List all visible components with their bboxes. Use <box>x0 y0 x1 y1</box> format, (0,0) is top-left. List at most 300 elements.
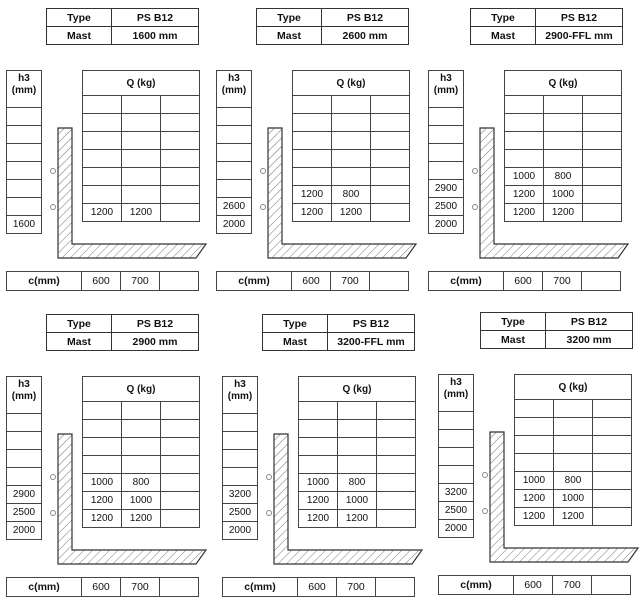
capacity-cell <box>293 96 332 114</box>
load-center-label: c(mm) <box>429 272 504 291</box>
table-row <box>515 472 632 490</box>
h3-cell <box>7 450 42 468</box>
table-row <box>293 150 410 168</box>
capacity-cell <box>338 420 377 438</box>
h3-cell <box>7 108 42 126</box>
h3-cell <box>223 450 258 468</box>
capacity-cell <box>122 114 161 132</box>
capacity-cell <box>83 438 122 456</box>
capacity-cell <box>544 114 583 132</box>
capacity-cell <box>338 402 377 420</box>
table-row <box>83 186 200 204</box>
capacity-cell: 800 <box>122 474 161 492</box>
capacity-cell: 1000 <box>554 490 593 508</box>
capacity-cell <box>122 438 161 456</box>
load-center-label: c(mm) <box>7 578 82 597</box>
load-table-panel <box>216 8 424 296</box>
capacity-cell <box>161 438 200 456</box>
capacity-cell <box>593 508 632 526</box>
h3-cell: 2900 <box>429 180 464 198</box>
capacity-cell <box>515 436 554 454</box>
capacity-cell <box>83 186 122 204</box>
h3-column <box>438 374 474 538</box>
h3-cell <box>7 414 42 432</box>
capacity-cell <box>377 510 416 528</box>
h3-header <box>429 71 464 108</box>
capacity-cell <box>293 132 332 150</box>
table-row <box>83 474 200 492</box>
mast-value: 2900-FFL mm <box>536 27 623 45</box>
mast-value: 1600 mm <box>112 27 199 45</box>
capacity-cell <box>293 150 332 168</box>
capacity-cell <box>583 96 622 114</box>
capacity-cell <box>583 150 622 168</box>
mast-value: 3200-FFL mm <box>328 333 415 351</box>
h3-cell: 2000 <box>439 520 474 538</box>
type-value: PS B12 <box>536 9 623 27</box>
capacity-cell <box>161 204 200 222</box>
capacity-cell <box>371 132 410 150</box>
capacity-cell <box>293 114 332 132</box>
type-label: Type <box>47 315 112 333</box>
capacity-cell: 1200 <box>299 492 338 510</box>
capacity-cell: 1200 <box>299 510 338 528</box>
capacity-cell: 1000 <box>122 492 161 510</box>
capacity-cell <box>593 490 632 508</box>
table-row <box>83 438 200 456</box>
h3-unit: (mm) <box>221 85 247 96</box>
h3-unit: (mm) <box>443 389 469 400</box>
h3-cell <box>217 180 252 198</box>
h3-cell <box>7 432 42 450</box>
table-row <box>505 132 622 150</box>
h3-cell <box>429 126 464 144</box>
table-row <box>293 132 410 150</box>
load-table-panel <box>222 314 430 602</box>
capacity-cell <box>554 454 593 472</box>
type-label: Type <box>263 315 328 333</box>
capacity-cell <box>299 438 338 456</box>
type-label: Type <box>481 313 546 331</box>
type-label: Type <box>471 9 536 27</box>
h3-cell <box>217 126 252 144</box>
capacity-cell <box>554 418 593 436</box>
h3-cell <box>429 144 464 162</box>
h3-unit: (mm) <box>433 85 459 96</box>
capacity-cell <box>371 96 410 114</box>
h3-cell <box>217 162 252 180</box>
capacity-cell <box>377 402 416 420</box>
load-table-panel <box>438 312 640 600</box>
load-center-label: c(mm) <box>217 272 292 291</box>
capacity-cell: 1200 <box>515 490 554 508</box>
load-center-cell <box>376 578 415 597</box>
h3-cell <box>429 162 464 180</box>
fork-pin-dot <box>482 472 488 478</box>
table-row <box>505 168 622 186</box>
h3-cell <box>217 144 252 162</box>
capacity-cell <box>299 456 338 474</box>
type-label: Type <box>257 9 322 27</box>
capacity-cell: 800 <box>332 186 371 204</box>
capacity-cell <box>161 420 200 438</box>
capacity-header: Q (kg) <box>505 71 622 96</box>
fork-pin-dot <box>50 168 56 174</box>
capacity-header: Q (kg) <box>83 377 200 402</box>
capacity-cell <box>338 456 377 474</box>
load-center-cell: 700 <box>121 272 160 291</box>
capacity-cell <box>583 114 622 132</box>
h3-cell: 2500 <box>223 504 258 522</box>
capacity-cell <box>338 438 377 456</box>
capacity-cell <box>83 114 122 132</box>
h3-header <box>217 71 252 108</box>
table-row <box>515 508 632 526</box>
capacity-cell: 800 <box>554 472 593 490</box>
capacity-cell <box>593 454 632 472</box>
table-row <box>83 168 200 186</box>
capacity-cell: 1200 <box>515 508 554 526</box>
capacity-cell <box>161 456 200 474</box>
load-center-cell: 700 <box>543 272 582 291</box>
load-center-cell: 700 <box>337 578 376 597</box>
load-center-cell <box>582 272 621 291</box>
fork-pin-dot <box>266 474 272 480</box>
capacity-cell <box>83 132 122 150</box>
capacity-cell <box>544 96 583 114</box>
capacity-cell <box>83 420 122 438</box>
capacity-cell <box>122 402 161 420</box>
type-value: PS B12 <box>322 9 409 27</box>
load-center-label: c(mm) <box>223 578 298 597</box>
h3-unit: (mm) <box>11 85 37 96</box>
load-table-panel <box>428 8 636 296</box>
capacity-cell <box>122 96 161 114</box>
table-row <box>299 510 416 528</box>
capacity-cell <box>122 150 161 168</box>
capacity-cell <box>122 186 161 204</box>
h3-unit: (mm) <box>227 391 253 402</box>
capacity-cell <box>505 96 544 114</box>
h3-cell <box>7 144 42 162</box>
h3-header <box>223 377 258 414</box>
h3-column <box>6 70 42 234</box>
capacity-cell <box>161 402 200 420</box>
table-row <box>505 96 622 114</box>
h3-label: h3 <box>18 73 30 84</box>
h3-cell <box>7 126 42 144</box>
capacity-cell <box>583 168 622 186</box>
h3-header <box>7 71 42 108</box>
load-center-row <box>216 271 409 291</box>
capacity-cell <box>122 168 161 186</box>
capacity-cell <box>593 400 632 418</box>
table-row <box>83 420 200 438</box>
capacity-cell <box>332 150 371 168</box>
table-row <box>83 204 200 222</box>
load-center-cell: 700 <box>553 576 592 595</box>
table-row <box>293 168 410 186</box>
table-row <box>505 150 622 168</box>
load-center-row <box>428 271 621 291</box>
capacity-grid <box>292 70 410 222</box>
capacity-cell <box>332 168 371 186</box>
h3-cell: 2500 <box>439 502 474 520</box>
capacity-cell <box>299 420 338 438</box>
capacity-cell <box>332 96 371 114</box>
table-row <box>83 492 200 510</box>
type-mast-table <box>46 8 199 45</box>
capacity-cell: 1000 <box>505 168 544 186</box>
capacity-cell <box>83 96 122 114</box>
capacity-cell <box>371 168 410 186</box>
capacity-cell <box>161 150 200 168</box>
capacity-cell <box>544 132 583 150</box>
h3-label: h3 <box>228 73 240 84</box>
fork-pin-dot <box>472 204 478 210</box>
capacity-cell: 1200 <box>293 186 332 204</box>
capacity-cell <box>377 456 416 474</box>
capacity-header: Q (kg) <box>515 375 632 400</box>
fork-pin-dot <box>260 168 266 174</box>
capacity-cell: 1000 <box>338 492 377 510</box>
type-value: PS B12 <box>112 9 199 27</box>
capacity-header: Q (kg) <box>293 71 410 96</box>
table-row <box>299 438 416 456</box>
capacity-cell <box>371 204 410 222</box>
capacity-cell: 1200 <box>83 204 122 222</box>
load-center-cell: 700 <box>121 578 160 597</box>
capacity-cell: 800 <box>338 474 377 492</box>
h3-cell: 2000 <box>223 522 258 540</box>
load-table-panel <box>6 8 214 296</box>
capacity-cell <box>161 168 200 186</box>
capacity-cell <box>83 150 122 168</box>
capacity-cell <box>377 438 416 456</box>
load-table-panel <box>6 314 214 602</box>
capacity-cell <box>161 186 200 204</box>
capacity-cell <box>161 474 200 492</box>
capacity-cell <box>161 114 200 132</box>
capacity-cell <box>332 114 371 132</box>
capacity-header: Q (kg) <box>83 71 200 96</box>
table-row <box>299 402 416 420</box>
capacity-cell <box>293 168 332 186</box>
table-row <box>505 186 622 204</box>
capacity-cell: 1000 <box>515 472 554 490</box>
h3-cell <box>429 108 464 126</box>
load-center-label: c(mm) <box>7 272 82 291</box>
table-row <box>299 474 416 492</box>
load-center-cell: 600 <box>82 272 121 291</box>
table-row <box>83 114 200 132</box>
h3-header <box>439 375 474 412</box>
h3-cell <box>7 468 42 486</box>
capacity-cell <box>505 114 544 132</box>
capacity-cell <box>161 492 200 510</box>
type-mast-table <box>480 312 633 349</box>
h3-cell: 2500 <box>7 504 42 522</box>
load-center-row <box>6 271 199 291</box>
table-row <box>299 456 416 474</box>
capacity-cell: 1200 <box>293 204 332 222</box>
fork-pin-dot <box>260 204 266 210</box>
capacity-grid <box>82 376 200 528</box>
h3-label: h3 <box>440 73 452 84</box>
fork-pin-dot <box>266 510 272 516</box>
table-row <box>83 132 200 150</box>
load-center-label: c(mm) <box>439 576 514 595</box>
capacity-cell <box>377 420 416 438</box>
mast-label: Mast <box>481 331 546 349</box>
capacity-cell <box>515 418 554 436</box>
h3-column <box>428 70 464 234</box>
capacity-cell <box>583 204 622 222</box>
mast-label: Mast <box>47 333 112 351</box>
capacity-cell <box>515 400 554 418</box>
h3-cell: 2900 <box>7 486 42 504</box>
h3-column <box>216 70 252 234</box>
h3-cell: 2500 <box>429 198 464 216</box>
type-value: PS B12 <box>112 315 199 333</box>
h3-cell <box>223 414 258 432</box>
capacity-cell <box>593 472 632 490</box>
fork-pin-dot <box>472 168 478 174</box>
load-center-row <box>6 577 199 597</box>
capacity-cell <box>554 436 593 454</box>
capacity-cell: 1200 <box>338 510 377 528</box>
h3-cell <box>217 108 252 126</box>
type-value: PS B12 <box>546 313 633 331</box>
table-row <box>83 402 200 420</box>
h3-label: h3 <box>18 379 30 390</box>
capacity-grid <box>298 376 416 528</box>
capacity-cell <box>544 150 583 168</box>
h3-cell <box>223 468 258 486</box>
table-row <box>515 400 632 418</box>
h3-cell <box>223 432 258 450</box>
capacity-cell <box>161 132 200 150</box>
capacity-cell <box>83 402 122 420</box>
capacity-cell <box>593 436 632 454</box>
type-mast-table <box>46 314 199 351</box>
capacity-cell <box>122 456 161 474</box>
type-mast-table <box>256 8 409 45</box>
capacity-grid <box>514 374 632 526</box>
mast-label: Mast <box>471 27 536 45</box>
table-row <box>293 96 410 114</box>
capacity-cell: 1200 <box>83 510 122 528</box>
table-row <box>299 492 416 510</box>
h3-unit: (mm) <box>11 391 37 402</box>
capacity-cell: 1200 <box>505 186 544 204</box>
h3-cell: 2600 <box>217 198 252 216</box>
capacity-cell <box>377 492 416 510</box>
load-center-cell: 600 <box>514 576 553 595</box>
load-center-row <box>438 575 631 595</box>
capacity-cell: 1200 <box>554 508 593 526</box>
table-row <box>515 454 632 472</box>
h3-label: h3 <box>234 379 246 390</box>
fork-pin-dot <box>50 204 56 210</box>
capacity-grid <box>82 70 200 222</box>
h3-cell: 2000 <box>7 522 42 540</box>
h3-cell: 3200 <box>439 484 474 502</box>
capacity-cell: 800 <box>544 168 583 186</box>
capacity-cell: 1000 <box>544 186 583 204</box>
fork-pin-dot <box>50 510 56 516</box>
capacity-header: Q (kg) <box>299 377 416 402</box>
h3-label: h3 <box>450 377 462 388</box>
h3-column <box>6 376 42 540</box>
h3-cell <box>439 448 474 466</box>
h3-cell: 1600 <box>7 216 42 234</box>
table-row <box>293 114 410 132</box>
table-row <box>293 186 410 204</box>
capacity-cell <box>515 454 554 472</box>
table-row <box>515 490 632 508</box>
table-row <box>299 420 416 438</box>
capacity-cell: 1200 <box>332 204 371 222</box>
capacity-cell <box>583 132 622 150</box>
load-center-cell <box>160 578 199 597</box>
table-row <box>83 96 200 114</box>
table-row <box>293 204 410 222</box>
load-center-cell <box>592 576 631 595</box>
capacity-cell <box>371 150 410 168</box>
capacity-grid <box>504 70 622 222</box>
capacity-cell <box>371 114 410 132</box>
table-row <box>515 418 632 436</box>
mast-value: 3200 mm <box>546 331 633 349</box>
capacity-cell <box>122 420 161 438</box>
load-center-cell: 600 <box>82 578 121 597</box>
table-row <box>515 436 632 454</box>
table-row <box>83 456 200 474</box>
capacity-cell <box>505 132 544 150</box>
h3-cell: 2000 <box>217 216 252 234</box>
fork-pin-dot <box>50 474 56 480</box>
capacity-cell: 1200 <box>122 510 161 528</box>
capacity-cell <box>583 186 622 204</box>
h3-cell <box>7 180 42 198</box>
load-center-cell <box>160 272 199 291</box>
capacity-cell: 1000 <box>83 474 122 492</box>
h3-cell: 2000 <box>429 216 464 234</box>
h3-cell: 3200 <box>223 486 258 504</box>
capacity-cell <box>122 132 161 150</box>
type-mast-table <box>262 314 415 351</box>
h3-header <box>7 377 42 414</box>
load-center-cell: 700 <box>331 272 370 291</box>
capacity-cell <box>371 186 410 204</box>
h3-column <box>222 376 258 540</box>
load-center-cell: 600 <box>504 272 543 291</box>
capacity-cell: 1200 <box>544 204 583 222</box>
type-label: Type <box>47 9 112 27</box>
table-row <box>505 204 622 222</box>
capacity-cell <box>505 150 544 168</box>
capacity-cell: 1000 <box>299 474 338 492</box>
capacity-cell <box>161 96 200 114</box>
h3-cell <box>7 198 42 216</box>
capacity-cell <box>299 402 338 420</box>
load-center-cell: 600 <box>292 272 331 291</box>
capacity-cell <box>593 418 632 436</box>
capacity-cell <box>554 400 593 418</box>
table-row <box>505 114 622 132</box>
capacity-cell: 1200 <box>505 204 544 222</box>
